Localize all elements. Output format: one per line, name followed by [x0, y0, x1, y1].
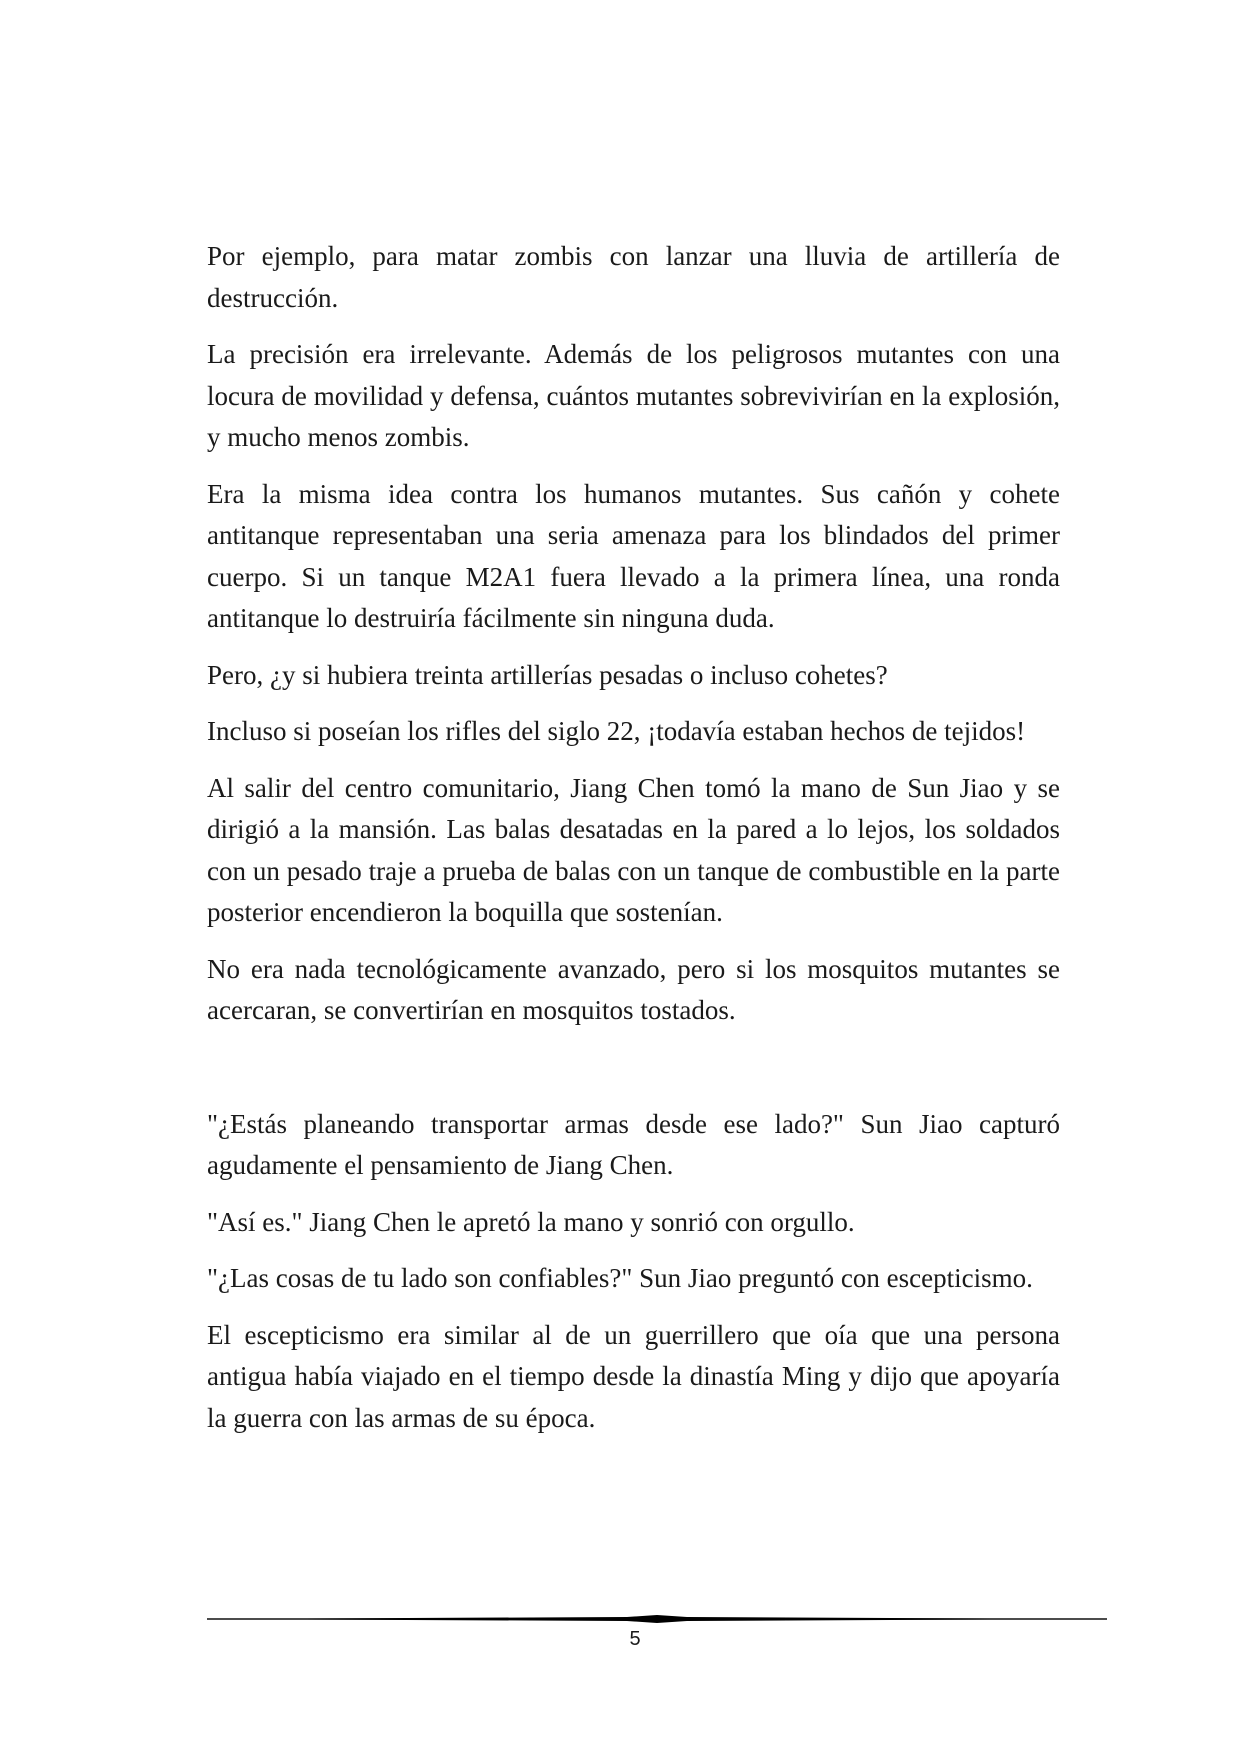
paragraph: Por ejemplo, para matar zombis con lanzar una lluvia de artillería de destrucción.	[207, 241, 1060, 313]
paragraph: Incluso si poseían los rifles del siglo 22, ¡todavía estaban hechos de tejidos!	[207, 716, 1026, 746]
paragraph: "¿Estás planeando transportar armas desde ese lado?" Sun Jiao capturó agudamente el pensamiento de Jiang Chen.	[207, 1108, 1060, 1180]
page-number: 5	[629, 1628, 641, 1650]
paragraph: El escepticismo era similar al de un guerrillero que oía que una persona antigua había viajado en el tiempo desde la dinastía Ming y dijo que apoyaría la guerra con las armas de su época.	[207, 1319, 1060, 1433]
body-text	[207, 236, 1060, 1454]
paragraph: No era nada tecnológicamente avanzado, pero si los mosquitos mutantes se acercaran, se convertirían en mosquitos tostados.	[207, 953, 1060, 1025]
paragraph: "¿Las cosas de tu lado son confiables?" Sun Jiao preguntó con escepticismo.	[207, 1263, 1033, 1293]
paragraph: Al salir del centro comunitario, Jiang Chen tomó la mano de Sun Jiao y se dirigió a la mansión. Las balas desatadas en la pared a lo lejos, los soldados con un pesado traje a prueba de balas con un tanque de combustible en la parte posterior encendieron la boquilla que sostenían.	[207, 772, 1060, 927]
paragraph: La precisión era irrelevante. Además de los peligrosos mutantes con una locura de movilidad y defensa, cuántos mutantes sobrevivirían en la explosión, y mucho menos zombis.	[207, 339, 1060, 452]
paragraph: Pero, ¿y si hubiera treinta artillerías pesadas o incluso cohetes?	[207, 659, 888, 690]
footer-divider	[207, 1612, 1107, 1626]
paragraph: Era la misma idea contra los humanos mutantes. Sus cañón y cohete antitanque representaban una seria amenaza para los blindados del primer cuerpo. Si un tanque M2A1 fuera llevado a la primera línea, una ronda antitanque lo destruiría fácilmente sin ninguna duda.	[207, 478, 1060, 633]
paragraph: "Así es." Jiang Chen le apretó la mano y sonrió con orgullo.	[207, 1206, 855, 1237]
